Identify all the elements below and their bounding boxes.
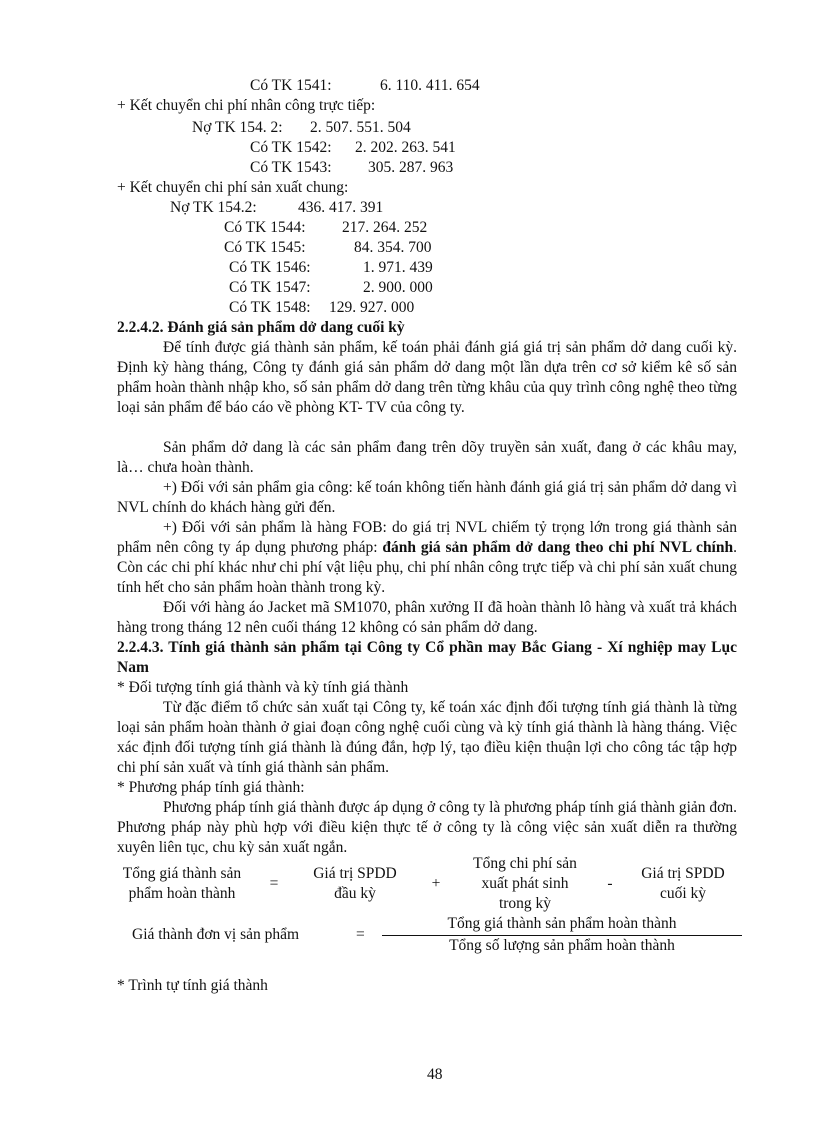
subheading-costing-object: * Đối tượng tính giá thành và kỳ tính giá thành [117,679,409,696]
paragraph-jacket-sm1070: Đối với hàng áo Jacket mã SM1070, phân xưởng II đã hoàn thành lô hàng và xuất trả khách hàng trong tháng 12 nên cuối tháng 12 không có sản phẩm dở dang. [117,599,737,636]
section-heading-2242: 2.2.4.2. Đánh giá sản phẩm dở dang cuối kỳ [117,319,405,336]
paragraph-processing-goods: +) Đối với sản phẩm gia công: kế toán không tiến hành đánh giá giá trị sản phẩm dở dang vì NVL chính do khách hàng gửi đến. [117,479,737,516]
entry-debit-1542: Nợ TK 154. 2: 2. 507. 551. 504 [192,119,411,136]
paragraph-wip-definition: Sản phẩm dở dang là các sản phẩm đang trên dõy truyền sản xuất, đang ở các khâu may, là… chưa hoàn thành. [117,439,737,476]
formula-closing-wip: Giá trị SPDD cuối kỳ [641,865,725,902]
page-number: 48 [427,1066,443,1083]
entry-debit-154-2: Nợ TK 154.2: 436. 417. 391 [170,199,384,216]
entry-credit-1543: Có TK 1543: 305. 287. 963 [250,159,454,176]
entry-credit-1542: Có TK 1542: 2. 202. 263. 541 [250,139,456,156]
entry-transfer-general: + Kết chuyển chi phí sản xuất chung: [117,179,349,196]
entry-credit-1547: Có TK 1547: 2. 900. 000 [229,279,433,296]
paragraph-costing-method: Phương pháp tính giá thành được áp dụng ở công ty là phương pháp tính giá thành giản đơn. Phương pháp này phù hợp với điều kiện thực tế ở công ty là công việc sản xuất diễn ra thường xuyên liên tục, chu kỳ sản xuất ngắn. [117,799,737,856]
paragraph-fob-goods: +) Đối với sản phẩm là hàng FOB: do giá trị NVL chiếm tỷ trọng lớn trong giá thành sản phẩm nên công ty áp dụng phương pháp: đánh giá sản phẩm dở dang theo chi phí NVL chính. Còn các chi phí khác như chi phí vật liệu phụ, chi phí nhân công trực tiếp và chi phí sản xuất chung tính hết cho sản phẩm hoàn thành trong kỳ. [117,519,737,596]
formula-opening-wip: Giá trị SPDD đầu kỳ [313,865,397,902]
entry-credit-1545: Có TK 1545: 84. 354. 700 [224,239,432,256]
formula-minus: - [607,875,613,892]
formula-period-cost: Tổng chi phí sản xuất phát sinh trong kỳ [473,855,577,912]
section-heading-2243: 2.2.4.3. Tính giá thành sản phẩm tại Công ty Cổ phần may Bắc Giang - Xí nghiệp may Lục Nam [117,639,737,676]
paragraph-costing-object: Từ đặc điểm tổ chức sản xuất tại Công ty, kế toán xác định đối tượng tính giá thành là từng loại sản phẩm hoàn thành ở giai đoạn công nghệ cuối cùng và kỳ tính giá thành là hàng tháng. Việc xác định đối tượng tính giá thành là đúng đắn, hợp lý, tạo điều kiện thuận lợi cho công tác tập hợp chi phí sản xuất và tính giá thành sản phẩm. [117,699,737,776]
entry-credit-1546: Có TK 1546: 1. 971. 439 [229,259,433,276]
entry-credit-1548: Có TK 1548: 129. 927. 000 [229,299,415,316]
unit-cost-equals: = [356,926,365,943]
formula-lhs: Tổng giá thành sản phẩm hoàn thành [122,865,242,902]
formula-plus: + [431,875,441,892]
subheading-costing-method: * Phương pháp tính giá thành: [117,779,305,796]
entry-credit-1544: Có TK 1544: 217. 264. 252 [224,219,428,236]
unit-cost-numerator: Tổng giá thành sản phẩm hoàn thành [447,915,677,932]
entry-credit-1541: Có TK 1541: 6. 110. 411. 654 [250,77,480,94]
formula-equals: = [269,875,279,892]
unit-cost-lhs: Giá thành đơn vị sản phẩm [132,926,300,943]
method-emphasis: đánh giá sản phẩm dở dang theo chi phí NVL chính [382,539,734,556]
entry-transfer-direct-labor: + Kết chuyển chi phí nhân công trực tiếp: [117,97,376,114]
subheading-costing-procedure: * Trình tự tính giá thành [117,977,268,994]
unit-cost-denominator: Tổng số lượng sản phẩm hoàn thành [449,937,675,954]
paragraph-wip-intro: Để tính được giá thành sản phẩm, kế toán phải đánh giá giá trị sản phẩm dở dang cuối kỳ. Định kỳ hàng tháng, Công ty đánh giá sản phẩm dở dang một lần dựa trên cơ sở kiểm kê số sản phẩm hoàn thành nhập kho, số sản phẩm dở dang trên từng khâu của quy trình công nghệ theo từng loại sản phẩm để báo cáo về phòng KT- TV của công ty. [117,339,737,416]
